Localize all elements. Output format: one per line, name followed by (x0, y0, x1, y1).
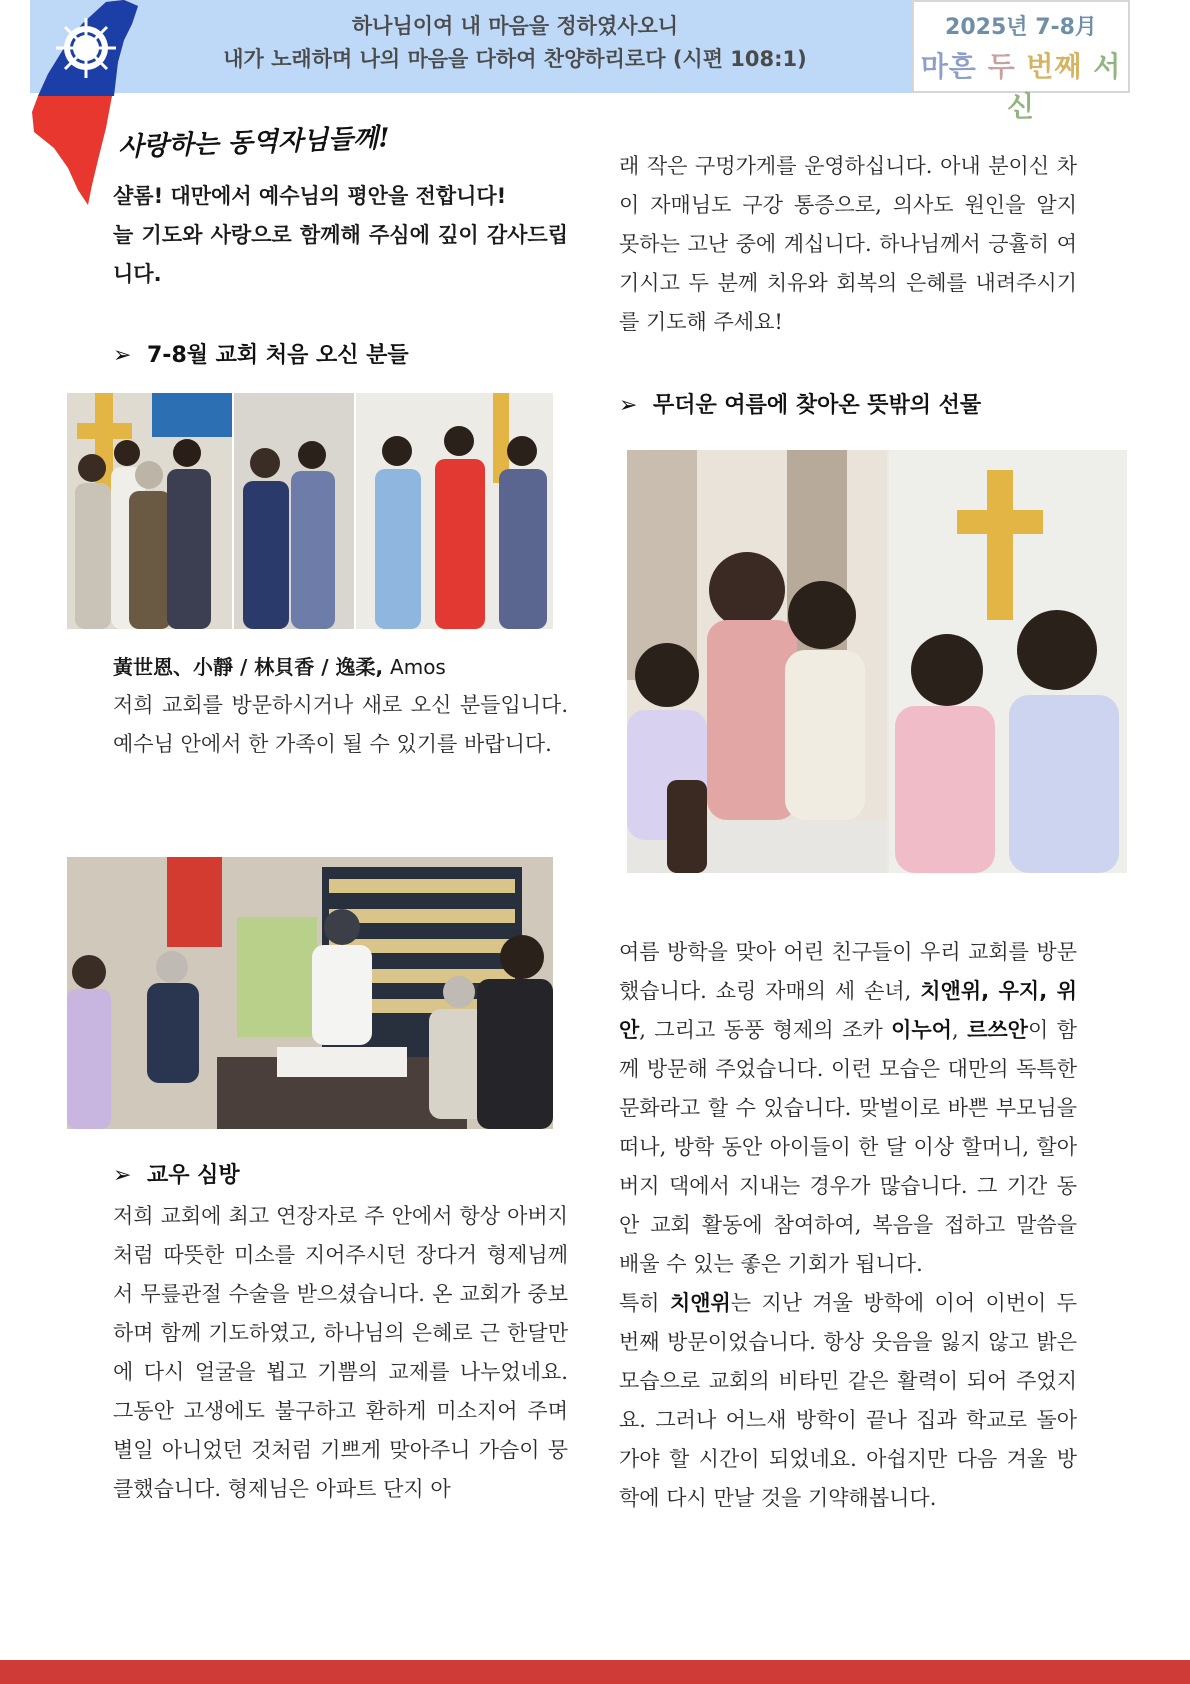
bible-verse (170, 10, 860, 76)
greeting: 사랑하는 동역자님들께! (117, 123, 391, 163)
intro-line-2: 늘 기도와 사랑으로 함께해 주심에 깊이 감사드립니다. (113, 223, 568, 286)
p1-name-inuo: 이누어 (891, 1018, 952, 1042)
issue-date: 2025년 7-8月 (945, 15, 1097, 40)
summer-gift-paragraph-2 (619, 1284, 1077, 1518)
verse-line-1: 하나님이여 내 마음을 정하였사오니 (351, 14, 679, 38)
p1-text-g: 이 함께 방문해 주었습니다. 이런 모습은 대만의 독특한 문화라고 할 수 있습니다. 맞벌이로 바쁜 부모님을 떠나, 방학 동안 아이들이 한 달 이상 할머니, 할아버지 댁에서 지내는 경우가 많습니다. 그 기간 동안 교회 활동에 참여하여, 복음을 접하고 말씀을 배울 수 있는 좋은 기회가 됩니다. (619, 1018, 1077, 1276)
heading-new-visitors-text: 7-8월 교회 처음 오신 분들 (147, 343, 409, 368)
arrow-icon: ➢ (113, 343, 132, 368)
visitor-names (113, 651, 446, 680)
heading-summer-gift-text: 무더운 여름에 찾아온 뜻밖의 선물 (653, 393, 982, 418)
p1-name-reusan: 르쓰안 (967, 1018, 1028, 1042)
heading-summer-gift (619, 388, 981, 419)
date-box (912, 0, 1130, 123)
heading-pastoral-visit (113, 1158, 240, 1189)
visitor-names-latin: Amos (390, 655, 446, 679)
p2-text-c: 는 지난 겨울 방학에 이어 이번이 두 번째 방문이었습니다. 항상 웃음을 잃지 않고 밝은 모습으로 교회의 비타민 같은 활력이 되어 주었지요. 그러나 어느새 방학이 끝나 집과 학교로 돌아가야 할 시간이 되었네요. 아쉽지만 다음 겨울 방학에 다시 만날 것을 기약해봅니다. (619, 1291, 1077, 1510)
summer-gift-paragraph-1 (619, 933, 1077, 1284)
heading-new-visitors (113, 338, 409, 369)
visitor-names-cjk: 黃世恩、小靜 / 林貝香 / 逸柔, (113, 655, 384, 679)
new-visitors-photo (67, 393, 553, 629)
verse-line-2: 내가 노래하며 나의 마음을 다하여 찬양하리로다 (시편 108:1) (223, 47, 807, 71)
title-part-1: 마흔 (920, 50, 977, 83)
pastoral-visit-body: 저희 교회에 최고 연장자로 주 안에서 항상 아버지처럼 따뜻한 미소를 지어주시던 장다거 형제님께서 무릎관절 수술을 받으셨습니다. 온 교회가 중보하며 함께 기도하였고, 하나님의 은혜로 근 한달만에 다시 얼굴을 뵙고 기쁨의 교제를 나누었네요. 그동안 고생에도 불구하고 환하게 미소지어 주며 별일 아니었던 것처럼 기쁘게 맞아주니 가슴이 뭉클했습니다. 형제님은 아파트 단지 아 (113, 1204, 568, 1501)
title-part-4: 서신 (1006, 50, 1122, 123)
children-visit-photo (627, 450, 1127, 873)
p1-names-bold: 치앤위, 우지, 위안 (619, 979, 1077, 1042)
arrow-icon: ➢ (113, 1163, 132, 1188)
new-visitors-body: 저희 교회를 방문하시거나 새로 오신 분들입니다. 예수님 안에서 한 가족이 될 수 있기를 바랍니다. (113, 693, 568, 756)
intro-line-1: 샬롬! 대만에서 예수님의 평안을 전합니다! (113, 184, 507, 208)
arrow-icon: ➢ (619, 393, 638, 418)
intro (113, 177, 568, 294)
p1-text-c: , 그리고 동풍 형제의 조카 (639, 1018, 892, 1042)
p1-text-a: 여름 방학을 맞아 어린 친구들이 우리 교회를 방문했습니다. 쇼링 자매의 세 손녀, (619, 940, 1077, 1003)
footer-bar (0, 1660, 1190, 1684)
title-part-2: 두 (987, 50, 1016, 83)
heading-pastoral-visit-text: 교우 심방 (147, 1163, 240, 1188)
shop-visit-photo (67, 857, 553, 1129)
title-part-3: 번째 (1026, 50, 1083, 83)
letter-title (914, 45, 1128, 125)
p1-text-e: , (951, 1018, 968, 1042)
p2-text-a: 특히 (619, 1291, 670, 1315)
pastoral-visit-continued: 래 작은 구멍가게를 운영하십니다. 아내 분이신 차이 자매님도 구강 통증으로, 의사도 원인을 알지 못하는 고난 중에 계십니다. 하나님께서 긍휼히 여기시고 두 분께 치유와 회복의 은혜를 내려주시기를 기도해 주세요! (619, 154, 1077, 334)
p2-name-bold: 치앤위 (669, 1291, 731, 1315)
